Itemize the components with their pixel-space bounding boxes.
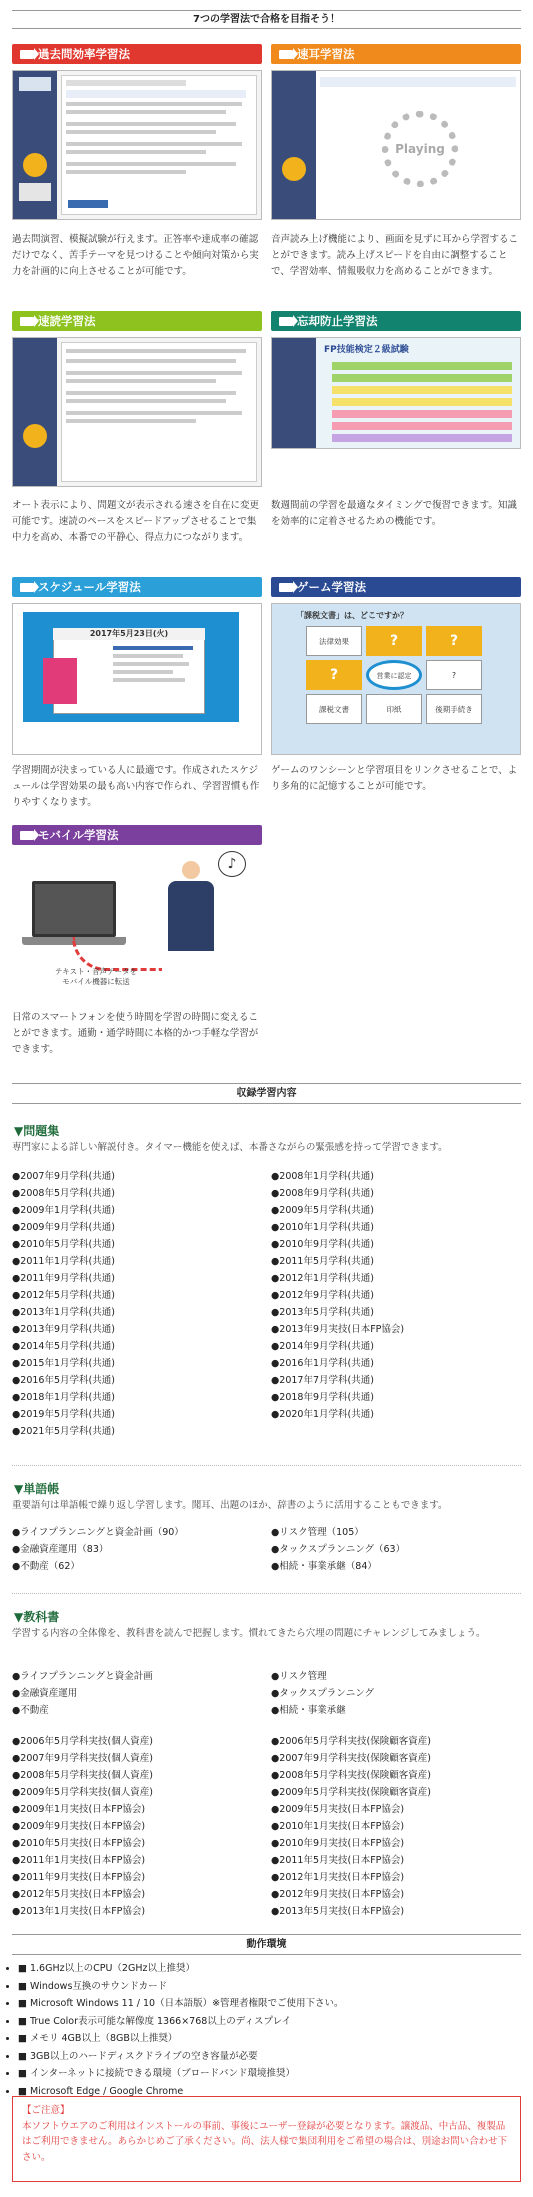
list-item: ●2008年5月学科(共通) (12, 1188, 115, 1199)
list-item: ●2018年1月学科(共通) (12, 1392, 115, 1403)
list-item: ●2013年9月実技(日本FP協会) (271, 1324, 405, 1335)
mondai-title: ▼問題集 (14, 1124, 60, 1138)
kyokasho-exam-list-right (271, 1733, 521, 1920)
arrow-icon (279, 583, 293, 592)
app-sidebar (13, 338, 57, 487)
list-item: ●2015年1月学科(共通) (12, 1358, 115, 1369)
env-item: • ■ Microsoft Edge / Google Chrome (18, 2083, 518, 2101)
screenshot-schedule (12, 603, 262, 755)
kyokasho-desc: 学習する内容の全体像を、教科書を読んで把握します。慣れてきたら穴埋の問題にチャレンジしてみましょう。 (12, 1628, 486, 1639)
arrow-icon (279, 50, 293, 59)
list-item: ●2016年5月学科(共通) (12, 1375, 115, 1386)
person-body (168, 881, 214, 951)
method-desc: ゲームのワンシーンと学習項目をリンクさせることで、より多角的に記憶することが可能です。 (271, 765, 518, 792)
contents-title: 収録学習内容 (236, 1088, 297, 1099)
env-item: • ■ 1.6GHz以上のCPU（2GHz以上推奨） (18, 1960, 518, 1978)
list-item: ●2012年5月実技(日本FP協会) (12, 1889, 146, 1900)
method-title: スケジュール学習法 (38, 580, 141, 594)
kyokasho-list-left (12, 1668, 262, 1719)
music-note-icon: ♪ (218, 851, 246, 877)
list-item: ●不動産（62） (12, 1561, 80, 1572)
list-item: ●2013年1月学科(共通) (12, 1307, 115, 1318)
screenshot-game (271, 603, 521, 755)
game-board (306, 626, 486, 724)
env-item: • ■ Microsoft Windows 11 / 10（日本語版）※管理者権限でご使用下さい。 (18, 1995, 518, 2013)
list-item: ●2010年9月実技(日本FP協会) (271, 1838, 405, 1849)
env-item: • ■ Windows互換のサウンドカード (18, 1978, 518, 1996)
list-item: ●相続・事業承継 (271, 1705, 346, 1716)
arrow-icon (279, 317, 293, 326)
list-item: ●2006年5月学科実技(保険顧客資産) (271, 1736, 431, 1747)
method-desc: 数週間前の学習を最適なタイミングで復習できます。知識を効率的に定着させるための機能です。 (271, 500, 517, 527)
list-item: ●2013年9月学科(共通) (12, 1324, 115, 1335)
method-header-sokudoku (12, 311, 262, 331)
list-item: ●2012年1月学科(共通) (271, 1273, 374, 1284)
list-item: ●2019年5月学科(共通) (12, 1409, 115, 1420)
tango-title: ▼単語帳 (14, 1482, 60, 1496)
screenshot-boukyaku (271, 337, 521, 449)
playing-label: Playing (395, 142, 445, 156)
tango-list-left (12, 1524, 262, 1575)
game-cell[interactable]: 課税文書 (306, 694, 362, 724)
page-title: 7つの学習法で合格を目指そう！ (193, 14, 340, 25)
env-item: • ■ メモリ 4GB以上（8GB以上推奨） (18, 2030, 518, 2048)
list-item: ●2011年1月実技(日本FP協会) (12, 1855, 146, 1866)
game-cell[interactable]: ? (366, 626, 422, 656)
list-item: ●2009年5月実技(日本FP協会) (271, 1804, 405, 1815)
question-pane (61, 342, 257, 482)
list-item: ●相続・事業承継（84） (271, 1561, 377, 1572)
laptop-icon (32, 881, 116, 937)
list-item: ●2020年1月学科(共通) (271, 1409, 374, 1420)
list-item: ●2009年5月学科実技(個人資産) (12, 1787, 153, 1798)
list-item: ●ライフプランニングと資金計画（90） (12, 1527, 184, 1538)
list-item: ●2011年1月学科(共通) (12, 1256, 115, 1267)
list-item: ●2010年5月実技(日本FP協会) (12, 1838, 146, 1849)
divider (12, 1593, 521, 1594)
timer-icon (23, 153, 47, 177)
method-title: 忘却防止学習法 (297, 314, 378, 328)
list-item: ●2011年9月学科(共通) (12, 1273, 115, 1284)
timer-icon (23, 424, 47, 448)
method-desc: 音声読み上げ機能により、画面を見ずに耳から学習することができます。読み上げスピードを自由に調整することで、学習効率、情報吸収力を高めることができます。 (271, 234, 519, 277)
notice-title: 【ご注意】 (22, 2105, 70, 2116)
list-item: ●2011年9月実技(日本FP協会) (12, 1872, 146, 1883)
list-item: ●2012年9月学科(共通) (271, 1290, 374, 1301)
list-item: ●2012年9月実技(日本FP協会) (271, 1889, 405, 1900)
method-title: モバイル学習法 (38, 828, 119, 842)
screenshot-kakomon (12, 70, 262, 220)
list-item: ●ライフプランニングと資金計画 (12, 1671, 153, 1682)
mobile-caption: テキスト・音声データを モバイル機器に転送 (54, 967, 138, 986)
list-item: ●2008年9月学科(共通) (271, 1188, 374, 1199)
contents-rule-bottom (12, 1103, 521, 1104)
screenshot-hayamimi (271, 70, 521, 220)
list-item: ●2007年9月学科実技(保険顧客資産) (271, 1753, 431, 1764)
method-title: 速耳学習法 (297, 47, 355, 61)
notice-body: 本ソフトウエアのご利用はインストールの事前、事後にユーザー登録が必要となります。譲渡品、中古品、複製品はご利用できません。あらかじめご了承ください。尚、法人様で集団利用をご希望の場合は、別途お問い合わせ下さい。 (22, 2120, 508, 2163)
speaker-icon (282, 157, 306, 181)
list-item: ●2008年5月学科実技(保険顧客資産) (271, 1770, 431, 1781)
mondai-list-left (12, 1168, 262, 1440)
top-rule (12, 10, 521, 11)
list-item: ●2006年5月学科実技(個人資産) (12, 1736, 153, 1747)
env-item: • ■ True Color表示可能な解像度 1366×768以上のディスプレイ (18, 2013, 518, 2031)
list-item: ●2009年5月学科(共通) (271, 1205, 374, 1216)
kyokasho-title: ▼教科書 (14, 1610, 60, 1624)
list-item: ●2010年1月学科(共通) (271, 1222, 374, 1233)
screenshot-sokudoku (12, 337, 262, 487)
list-item: ●2009年9月実技(日本FP協会) (12, 1821, 146, 1832)
list-item: ●2013年5月実技(日本FP協会) (271, 1906, 405, 1917)
game-cell[interactable]: 印紙 (366, 694, 422, 724)
title-rule (12, 28, 521, 29)
list-item: ●2008年1月学科(共通) (271, 1171, 374, 1182)
game-cell[interactable]: 法律効果 (306, 626, 362, 656)
list-item: ●タックスプランニング (271, 1688, 375, 1699)
list-item: ●リスク管理（105） (271, 1527, 364, 1538)
method-desc: 学習期間が決まっている人に最適です。作成されたスケジュールは学習効果の最も高い内容で作られ、学習習慣も作りやすくなります。 (12, 765, 260, 808)
list-item: ●タックスプランニング（63） (271, 1544, 406, 1555)
kyokasho-list-right (271, 1668, 521, 1719)
app-logo (19, 77, 51, 91)
list-item: ●2016年1月学科(共通) (271, 1358, 374, 1369)
method-header-game (271, 577, 521, 597)
calendar-icon (43, 658, 77, 704)
notice-box (12, 2096, 521, 2182)
list-item: ●2009年1月学科(共通) (12, 1205, 115, 1216)
list-item: ●2012年1月実技(日本FP協会) (271, 1872, 405, 1883)
method-desc: 日常のスマートフォンを使う時間を学習の時間に変えることができます。通勤・通学時間に本格的かつ手軽な学習ができます。 (12, 1012, 259, 1055)
game-cell[interactable]: 営業に認定 (366, 660, 422, 690)
list-item: ●金融資産運用 (12, 1688, 78, 1699)
list-item: ●2014年5月学科(共通) (12, 1341, 115, 1352)
method-header-schedule (12, 577, 262, 597)
method-header-hayamimi (271, 44, 521, 64)
list-item: ●2009年1月実技(日本FP協会) (12, 1804, 146, 1815)
list-item: ●2011年5月学科(共通) (271, 1256, 374, 1267)
app-sidebar (272, 338, 316, 449)
method-desc: オート表示により、問題文が表示される速さを自在に変更可能です。速読のペースをスピードアップさせることで集中力を高め、本番での平静心、得点力につながります。 (12, 500, 260, 543)
list-item: ●2012年5月学科(共通) (12, 1290, 115, 1301)
arrow-icon (20, 583, 34, 592)
person-head (182, 861, 200, 879)
list-item: ●2018年9月学科(共通) (271, 1392, 374, 1403)
game-question: 「課税文書」は、どこですか？ (296, 611, 408, 620)
transfer-arrow (72, 937, 162, 971)
kyokasho-exam-list-left (12, 1733, 262, 1920)
list-item: ●2008年5月学科実技(個人資産) (12, 1770, 153, 1781)
game-cell[interactable]: 後期手続き (426, 694, 482, 724)
method-header-kakomon (12, 44, 262, 64)
list-item: ●2013年5月学科(共通) (271, 1307, 374, 1318)
list-item: ●2011年5月実技(日本FP協会) (271, 1855, 405, 1866)
schedule-date: 2017年5月23日(火) (53, 628, 205, 640)
game-cell[interactable]: ? (426, 626, 482, 656)
method-title: ゲーム学習法 (297, 580, 366, 594)
list-item: ●2010年9月学科(共通) (271, 1239, 374, 1250)
env-rule-bottom (12, 1954, 521, 1955)
arrow-icon (20, 317, 34, 326)
game-cell[interactable]: ? (426, 660, 482, 690)
control-panel (19, 183, 51, 201)
question-pane (61, 75, 257, 215)
method-header-boukyaku (271, 311, 521, 331)
list-item: ●2013年1月実技(日本FP協会) (12, 1906, 146, 1917)
list-item: ●2009年5月学科実技(保険顧客資産) (271, 1787, 431, 1798)
list-item: ●2009年9月学科(共通) (12, 1222, 115, 1233)
list-item: ●2014年9月学科(共通) (271, 1341, 374, 1352)
arrow-icon (20, 50, 34, 59)
app-sidebar (272, 71, 316, 220)
tango-desc: 重要語句は単語帳で繰り返し学習します。聞耳、出題のほか、辞書のように活用することもできます。 (12, 1500, 448, 1511)
list-item: ●2017年7月学科(共通) (271, 1375, 374, 1386)
game-cell[interactable]: ? (306, 660, 362, 690)
list-item: ●金融資産運用（83） (12, 1544, 109, 1555)
method-desc: 過去問演習、模擬試験が行えます。正答率や達成率の確認だけでなく、苦手テーマを見つけることや傾向対策から実力を計画的に向上させることが可能です。 (12, 234, 259, 277)
divider (12, 1465, 521, 1466)
method-title: 過去問効率学習法 (38, 47, 130, 61)
arrow-icon (20, 831, 34, 840)
list-item: ●2007年9月学科(共通) (12, 1171, 115, 1182)
list-item: ●2010年5月学科(共通) (12, 1239, 115, 1250)
list-item: ●2010年1月実技(日本FP協会) (271, 1821, 405, 1832)
env-item: • ■ インターネットに接続できる環境（ブロードバンド環境推奨） (18, 2065, 518, 2083)
method-header-mobile (12, 825, 262, 845)
method-title: 速読学習法 (38, 314, 96, 328)
env-list (18, 1960, 518, 2100)
mobile-illustration (12, 851, 262, 999)
list-item: ●2021年5月学科(共通) (12, 1426, 115, 1437)
mondai-list-right (271, 1168, 521, 1423)
env-item: • ■ 3GB以上のハードディスクドライブの空き容量が必要 (18, 2048, 518, 2066)
list-item: ●リスク管理 (271, 1671, 327, 1682)
list-item: ●不動産 (12, 1705, 49, 1716)
list-item: ●2007年9月学科実技(個人資産) (12, 1753, 153, 1764)
env-rule (12, 1934, 521, 1935)
env-title: 動作環境 (246, 1939, 287, 1950)
screen-title: FP技能検定２級試験 (324, 345, 409, 355)
contents-rule (12, 1083, 521, 1084)
tango-list-right (271, 1524, 521, 1575)
mondai-desc: 専門家による詳しい解説付き。タイマー機能を使えば、本番さながらの緊張感を持って学習できます。 (12, 1142, 448, 1153)
